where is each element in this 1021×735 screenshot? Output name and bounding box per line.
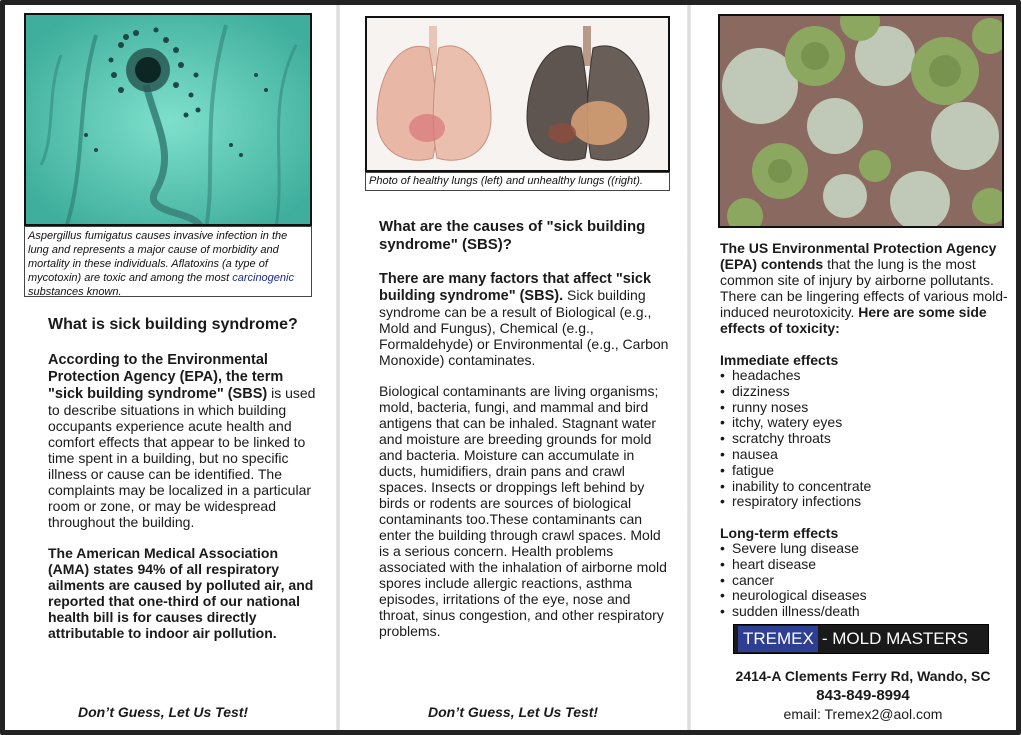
longterm-effect-item: • neurological diseases xyxy=(720,588,1010,604)
longterm-effect-item: • Severe lung disease xyxy=(720,541,1010,557)
email-address[interactable]: email: Tremex2@aol.com xyxy=(783,706,943,722)
biological-contaminants: Biological contaminants are living organisms; mold, bacteria, fungi, and mammal and bird antigens that can be inhaled. Stagnant water and moisture are breeding grounds for mold and bacteria. Moisture can accumulate in ducts, humidifiers, drain pans and crawl spaces. Insects or droppings left behind by birds or rodents are sources of biological contaminants too.These contaminants can enter the building through crawl spaces. Mold is a serious concern. Health problems associated with the inhalation of airborne mold spores include allergic reactions, asthma episodes, irritations of the eye, nose and throat, sinus congestion, and other respiratory problems. xyxy=(379,383,667,639)
immediate-effect-item: • nausea xyxy=(720,447,1010,463)
lungs-image xyxy=(365,16,670,172)
address: 2414-A Clements Ferry Rd, Wando, SC xyxy=(735,668,991,684)
immediate-effect-item: • fatigue xyxy=(720,463,1010,479)
logo-tagline: - MOLD MASTERS xyxy=(821,629,969,648)
aspergillus-caption: Aspergillus fumigatus causes invasive infection in the lung and represents a major cause of morbidity and mortality in these individuals. Aflatoxins (a type of mycotoxin) are toxic and among the most carcinogenic substances known. xyxy=(24,226,312,297)
aspergillus-image xyxy=(24,13,312,226)
carcinogenic-link[interactable]: carcinogenic xyxy=(232,272,294,284)
longterm-effect-item: • cancer xyxy=(720,573,1010,589)
sbs-definition: According to the Environmental Protection Agency (EPA), the term "sick building syndrome" (SBS) is used to describe situations in which building occupants experience acute health and comfort effects that appear to be linked to time spent in a building, but no specific illness or cause can be identified. The complaints may be localized in a particular room or zone, or may be widespread throughout the building. xyxy=(48,352,316,530)
immediate-effect-item: • scratchy throats xyxy=(720,431,1010,447)
immediate-effect-item: • runny noses xyxy=(720,400,1010,416)
longterm-effect-item: • heart disease xyxy=(720,557,1010,573)
phone-number[interactable]: 843-849-8994 xyxy=(816,687,910,704)
logo-brand: TREMEX xyxy=(738,626,818,652)
tremex-logo xyxy=(733,624,989,654)
immediate-effect-item: • respiratory infections xyxy=(720,494,1010,510)
panel2-tagline: Don’t Guess, Let Us Test! xyxy=(428,704,599,720)
immediate-effects-list xyxy=(720,368,1010,510)
mold-image xyxy=(718,14,1004,228)
immediate-effect-item: • itchy, watery eyes xyxy=(720,415,1010,431)
fold-line-left xyxy=(336,5,340,730)
longterm-effects-list xyxy=(720,541,1010,620)
causes-factors: There are many factors that affect "sick building syndrome" (SBS). Sick building syndrome can be a result of Biological (e.g., Mold and Fungus), Chemical (e.g., Formaldehyde) or Environmental (e.g., Carbon Monoxide) contaminates. xyxy=(379,271,669,368)
panel2-body xyxy=(379,218,671,654)
lungs-caption: Photo of healthy lungs (left) and unhealthy lungs ((right). xyxy=(365,172,670,191)
immediate-effects xyxy=(720,352,1010,510)
causes-heading: What are the causes of "sick building syndrome" (SBS)? xyxy=(379,218,646,253)
longterm-effect-item: • sudden illness/death xyxy=(720,604,1010,620)
ama-statement: The American Medical Association (AMA) states 94% of all respiratory ailments are caused by polluted air, and reported that one-third of our national health bill is for causes directly attributable to indoor air pollution. xyxy=(48,545,314,641)
immediate-effects-heading: Immediate effects xyxy=(720,352,839,368)
immediate-effect-item: • inability to concentrate xyxy=(720,479,1010,495)
longterm-effects xyxy=(720,525,1010,620)
panel1-body xyxy=(48,316,318,656)
panel1-tagline: Don’t Guess, Let Us Test! xyxy=(78,704,249,720)
immediate-effect-item: • dizziness xyxy=(720,384,1010,400)
fold-line-right xyxy=(687,5,691,730)
immediate-effect-item: • headaches xyxy=(720,368,1010,384)
panel3-intro: The US Environmental Protection Agency (EPA) contends that the lung is the most common site of injury by airborne pollutants. There can be lingering effects of various mold-induced neurotoxicity. Here are some side effects of toxicity: xyxy=(720,240,1008,336)
longterm-effects-heading: Long-term effects xyxy=(720,525,839,541)
sbs-heading: What is sick building syndrome? xyxy=(48,316,298,333)
